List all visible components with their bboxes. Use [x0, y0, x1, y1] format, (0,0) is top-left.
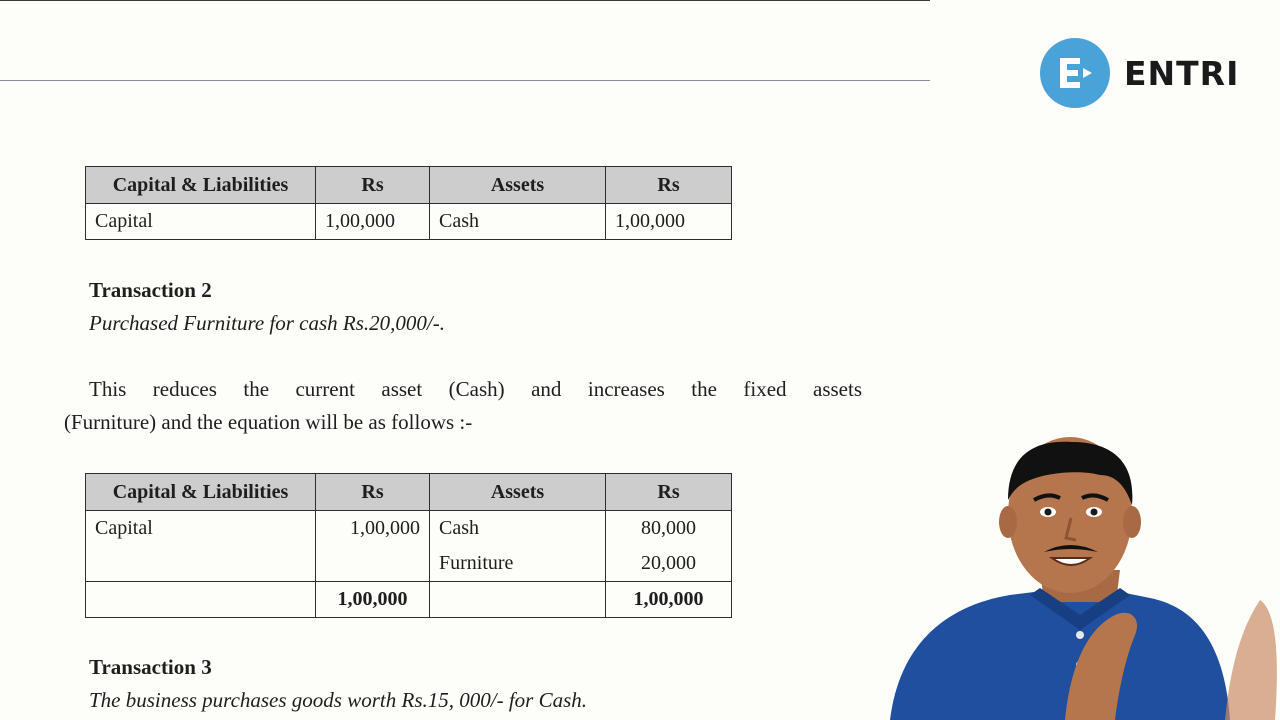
table-row: [86, 546, 732, 582]
entri-logo: [1040, 38, 1239, 108]
cell-asset-total: 1,00,000: [606, 582, 732, 618]
transaction-2-paragraph: [64, 373, 862, 439]
cell-empty: [86, 582, 316, 618]
transaction-3-description: The business purchases goods worth Rs.15, 000/- for Cash.: [89, 688, 588, 712]
cell-empty: [86, 546, 316, 582]
table-header-row: [86, 474, 732, 511]
header-assets: Assets: [430, 474, 606, 511]
paragraph-line-1: This reduces the current asset (Cash) and increases the fixed assets: [89, 377, 862, 401]
cell-asset-amount: 80,000: [606, 511, 732, 547]
transaction-2-heading: Transaction 2: [89, 278, 212, 302]
paragraph-line-2: (Furniture) and the equation will be as follows :-: [64, 410, 473, 434]
cell-empty: [316, 546, 430, 582]
header-capital-liabilities: Capital & Liabilities: [86, 167, 316, 204]
logo-badge-icon: [1040, 38, 1110, 108]
cell-asset: Furniture: [430, 546, 606, 582]
header-capital-liabilities: Capital & Liabilities: [86, 474, 316, 511]
transaction-2-description: Purchased Furniture for cash Rs.20,000/-.: [89, 311, 445, 335]
cell-liability: Capital: [86, 204, 316, 240]
header-assets: Assets: [430, 167, 606, 204]
transaction-3-heading: Transaction 3: [89, 655, 212, 679]
table-total-row: [86, 582, 732, 618]
table-row: [86, 204, 732, 240]
cell-asset-amount: 20,000: [606, 546, 732, 582]
table-header-row: [86, 167, 732, 204]
cell-empty: [430, 582, 606, 618]
header-rs: Rs: [606, 167, 732, 204]
cell-asset: Cash: [430, 204, 606, 240]
cell-liability-amount: 1,00,000: [316, 204, 430, 240]
cell-asset: Cash: [430, 511, 606, 547]
cell-liability-total: 1,00,000: [316, 582, 430, 618]
balance-table-1: [85, 166, 732, 240]
balance-table-2: [85, 473, 732, 618]
header-rule: [0, 80, 930, 81]
brand-name: ENTRI: [1124, 53, 1240, 93]
cell-liability: Capital: [86, 511, 316, 547]
presenter-video: [880, 430, 1280, 720]
cell-asset-amount: 1,00,000: [606, 204, 732, 240]
header-rs: Rs: [606, 474, 732, 511]
header-rs: Rs: [316, 167, 430, 204]
table-row: [86, 511, 732, 547]
cell-liability-amount: 1,00,000: [316, 511, 430, 547]
top-border: [0, 0, 930, 1]
header-rs: Rs: [316, 474, 430, 511]
